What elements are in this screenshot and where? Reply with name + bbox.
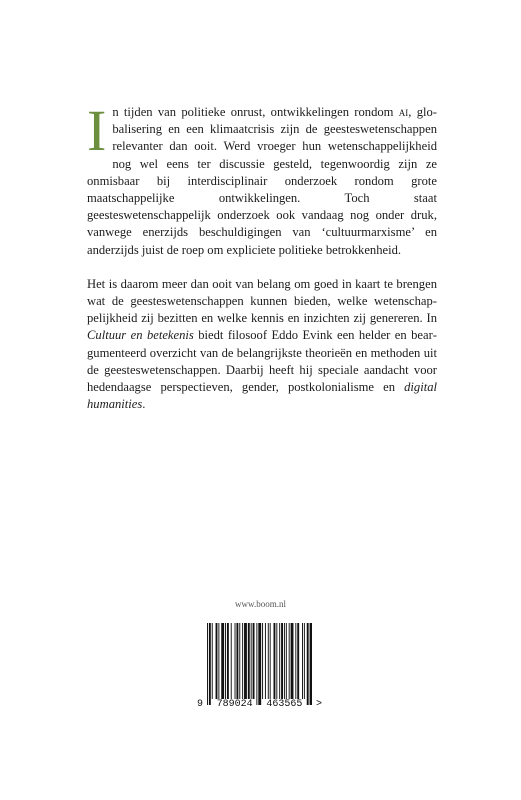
barcode-bar <box>212 623 213 699</box>
barcode-bar <box>209 623 211 705</box>
barcode-bar <box>291 623 294 699</box>
book-title-reference: Cultuur en betekenis <box>87 328 194 343</box>
blurb-paragraph-2 <box>87 276 437 414</box>
barcode-digits <box>197 699 322 710</box>
barcode-bar <box>268 623 269 699</box>
barcode-bar <box>244 623 247 699</box>
barcode-bar <box>227 623 229 699</box>
barcode-bar <box>221 623 224 699</box>
barcode-bar <box>307 623 309 705</box>
barcode-bar <box>281 623 283 699</box>
blurb-text <box>87 98 437 413</box>
blurb-p2-end: . <box>142 397 146 412</box>
barcode-bar <box>295 623 296 699</box>
barcode-bar <box>248 623 250 699</box>
barcode-bar <box>289 623 290 699</box>
barcode-digit-end: > <box>315 699 322 710</box>
blurb-p1-rest: , globalisering en een klimaatcrisis zijn de geesteswetenschappen relevanter dan ooit. Werd vroeger hun wetenschappelijkheid nog wel eens ter discussie gesteld, tegenwoordig zijn ze onmisbaar bij interdisciplinair onderzoek rondom grote maatschappelijke ontwikkelingen. Toch staat geesteswetenschappelijk onderzoek ook vandaag nog onder druk, vanwege enerzijds beschuldigingen van ‘cultuurmarxisme’ en anderzijds juist de roep om expliciete politieke betrokkenheid. <box>87 105 437 257</box>
blurb-p2-mid: biedt filosoof Eddo Evink een helder en beargumenteerd overzicht van de belangrijkste theorieën en methoden uit de geesteswetenschappen. Daarbij heeft hij speciale aandacht voor hedendaagse perspectieven, gender, postkolonialisme en <box>87 328 437 395</box>
barcode-bar <box>302 623 303 699</box>
isbn-barcode <box>197 619 322 722</box>
barcode-bar <box>256 623 257 705</box>
blurb-p1-ai: ai <box>398 105 409 119</box>
barcode-bar <box>218 623 219 699</box>
barcode-bar <box>207 623 208 705</box>
publisher-website: www.boom.nl <box>235 599 286 609</box>
barcode-bar <box>304 623 305 699</box>
barcode-bars <box>207 623 312 705</box>
barcode-bar <box>270 623 271 699</box>
blurb-paragraph-1 <box>87 98 437 259</box>
barcode-bar <box>276 623 277 699</box>
barcode-bar <box>279 623 280 699</box>
barcode-bar <box>231 623 232 699</box>
barcode-bar <box>274 623 276 699</box>
barcode-bar <box>265 623 266 699</box>
barcode-bar <box>225 623 226 699</box>
barcode-bar <box>235 623 236 699</box>
barcode-bar <box>310 623 312 705</box>
blurb-p2-start: Het is daarom meer dan ooit van belang om goed in kaart te brengen wat de geesteswetenschappen kunnen bieden, welke wetenschappelijkheid zij bezitten en welke kennis en inzichten zij genereren. In <box>87 276 437 326</box>
barcode-digit-group-2: 463565 <box>266 699 303 710</box>
barcode-bar <box>258 623 261 705</box>
barcode-bar <box>239 623 240 699</box>
digital-humanities-term: digital humanities <box>87 380 437 412</box>
blurb-p1-start: n tijden van politieke onrust, ontwikkelingen rondom <box>112 105 399 119</box>
barcode-bar <box>297 623 299 699</box>
barcode-bar <box>236 623 238 699</box>
barcode-bar <box>284 623 285 699</box>
barcode-bar <box>286 623 287 699</box>
drop-cap: I <box>87 98 107 163</box>
barcode-digit-group-1: 789024 <box>216 699 253 710</box>
barcode-bar <box>262 623 263 699</box>
barcode-bar <box>251 623 252 699</box>
barcode-bar <box>216 623 218 699</box>
barcode-bar <box>242 623 243 699</box>
barcode-digit-lead: 9 <box>197 699 204 710</box>
barcode-bar <box>253 623 255 699</box>
